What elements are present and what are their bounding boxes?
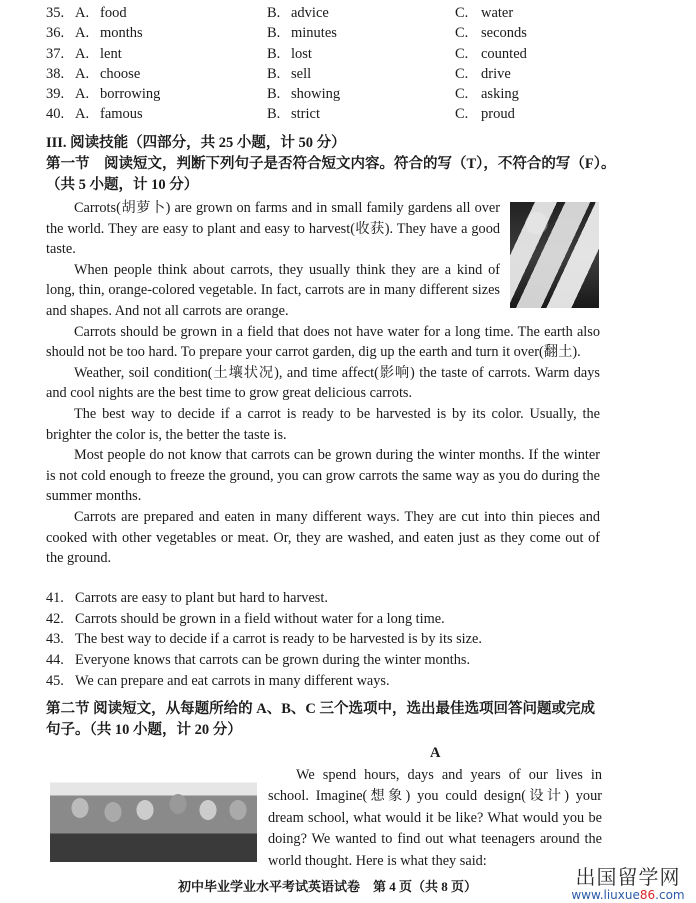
option-a-label: A. [75, 65, 90, 82]
section2-title-line1: 第二节 阅读短文，从每题所给的 A、B、C 三个选项中，选出最佳选项回答问题或完成 [46, 701, 595, 717]
question-text: Carrots are easy to plant but hard to harvest. [75, 590, 328, 606]
passage-paragraph: Most people do not know that carrots can be grown during the winter months. If the winter is not cold enough to freeze the ground, you can grow carrots the same way as you do during the summer months. [46, 447, 600, 505]
passage-paragraph: When people think about carrots, they usually think they are a kind of long, thin, orange-colored vegetable. In fact, carrots are in many different sizes and shapes. And not all carrots are orange. [46, 261, 500, 319]
children-photo [50, 760, 257, 862]
passage-letter: A [430, 745, 441, 761]
question-number: 39. [46, 86, 65, 103]
option-a-label: A. [75, 25, 90, 42]
question-number: 41. [46, 590, 64, 606]
option-a-label: A. [75, 5, 90, 21]
question-number: 37. [46, 45, 65, 62]
passage-paragraph: We spend hours, days and years of our lives in school. Imagine(想象) you could design(设计) your dream school, what would it be like? What would you be doing? We wanted to find out what teenagers around the world thought. Here is what they said: [268, 767, 602, 869]
part-heading: III. 阅读技能（四部分，共 25 小题，计 50 分） [46, 135, 346, 151]
option-b-label: B. [267, 106, 281, 123]
question-text: The best way to decide if a carrot is ready to be harvested is by its size. [75, 631, 482, 648]
passage-paragraph: The best way to decide if a carrot is ready to be harvested is by its color. Usually, the brighter the color is, the better the taste is. [46, 405, 600, 443]
option-a-text: famous [100, 106, 143, 123]
question-number: 38. [46, 65, 65, 82]
watermark-url [563, 888, 693, 902]
option-a-label: A. [75, 86, 90, 103]
question-number: 35. [46, 5, 65, 21]
option-c-label: C. [455, 5, 469, 21]
section1-title-line2: （共 5 小题，计 10 分） [46, 177, 199, 193]
option-c-label: C. [455, 106, 469, 123]
option-a-label: A. [75, 45, 90, 62]
option-b-text: strict [291, 106, 320, 123]
watermark-title: 出国留学网 [575, 865, 681, 889]
question-number: 40. [46, 106, 65, 123]
option-b-text: minutes [291, 25, 337, 42]
question-number: 44. [46, 652, 64, 669]
section1-title-line1: 第一节 阅读短文，判断下列句子是否符合短文内容。符合的写（T），不符合的写（F）。 [46, 156, 616, 172]
passage-paragraph: Weather, soil condition(土壤状况), and time affect(影响) the taste of carrots. Warm days and cool nights are the best time to grow great delicious carrots. [46, 364, 600, 402]
carrot-passage [46, 198, 600, 569]
option-c-text: asking [481, 86, 519, 103]
option-c-text: proud [481, 106, 515, 123]
option-b-text: lost [291, 45, 312, 62]
option-a-text: months [100, 25, 143, 42]
option-c-text: water [481, 5, 514, 21]
option-a-text: borrowing [100, 86, 161, 103]
option-c-label: C. [455, 86, 469, 103]
url-prefix: www.liuxue [571, 888, 640, 902]
page-footer: 初中毕业学业水平考试英语试卷 第 4 页（共 8 页） [178, 879, 478, 894]
option-c-text: seconds [481, 25, 527, 42]
option-c-text: counted [481, 45, 527, 62]
option-a-text: food [100, 5, 127, 21]
question-number: 36. [46, 25, 65, 42]
passage-paragraph: Carrots are prepared and eaten in many different ways. They are cut into thin pieces and cooked with other vegetables or meat. Or, they are washed, and eaten just as they come out of the ground. [46, 508, 600, 567]
option-b-label: B. [267, 86, 281, 103]
option-b-label: B. [267, 5, 281, 21]
option-c-label: C. [455, 25, 469, 42]
option-c-label: C. [455, 45, 469, 62]
option-b-label: B. [267, 25, 281, 42]
question-number: 43. [46, 631, 64, 648]
url-accent: 86 [639, 888, 656, 902]
question-text: Carrots should be grown in a field without water for a long time. [75, 610, 445, 627]
site-watermark [563, 866, 693, 902]
question-number: 42. [46, 610, 64, 627]
url-suffix: .com [655, 888, 685, 902]
question-text: Everyone knows that carrots can be grown during the winter months. [75, 652, 471, 669]
passage-paragraph: Carrots should be grown in a field that does not have water for a long time. The earth also should not be too hard. To prepare your carrot garden, dig up the earth and turn it over(翻土). [46, 323, 600, 361]
passage-paragraph: Carrots(胡萝卜) are grown on farms and in small family gardens all over the world. They are easy to plant and easy to harvest(收获). They have a good taste. [46, 200, 500, 258]
option-b-text: sell [291, 65, 312, 82]
option-c-label: C. [455, 65, 469, 82]
option-a-label: A. [75, 106, 90, 123]
section1-title [46, 154, 646, 196]
option-b-label: B. [267, 65, 281, 82]
passage-a [268, 765, 602, 872]
option-b-text: showing [291, 86, 341, 103]
question-text: We can prepare and eat carrots in many different ways. [75, 672, 390, 689]
option-a-text: choose [100, 65, 141, 82]
question-number: 45. [46, 672, 64, 689]
option-a-text: lent [100, 45, 122, 62]
option-b-text: advice [291, 5, 329, 21]
section2-title [46, 699, 646, 741]
option-c-text: drive [481, 65, 511, 82]
option-b-label: B. [267, 45, 281, 62]
section2-title-line2: 句子。（共 10 小题，计 20 分） [46, 722, 242, 738]
